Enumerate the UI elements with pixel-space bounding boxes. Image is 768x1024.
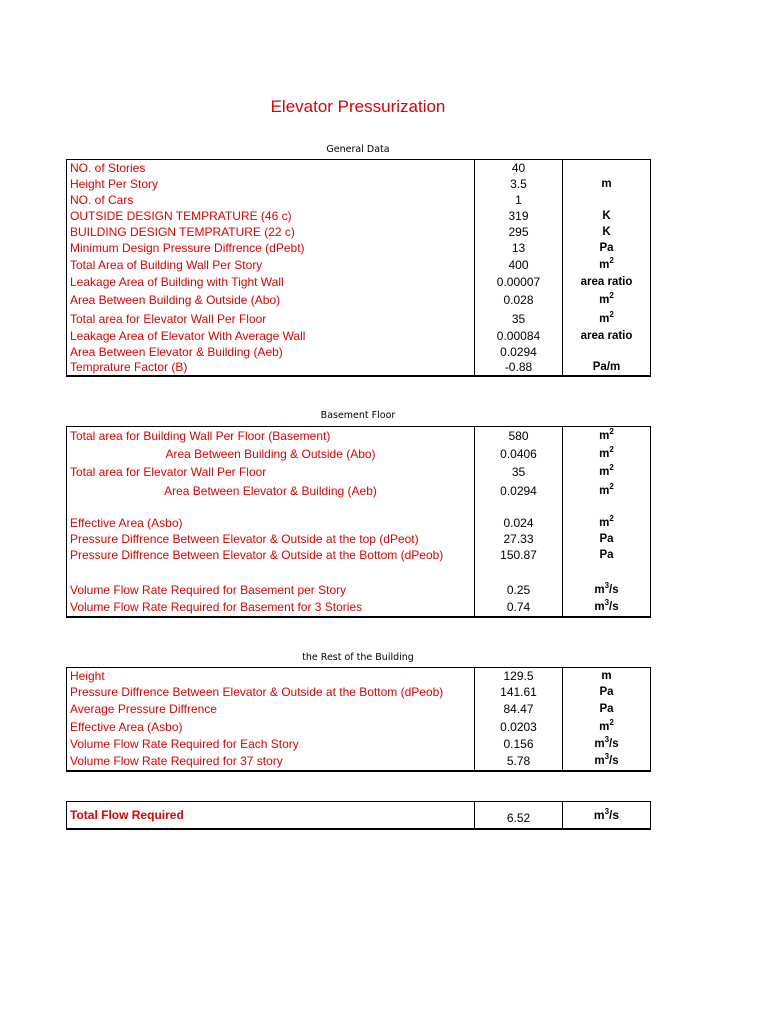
row-unit: m <box>563 668 651 684</box>
table-row <box>67 736 651 753</box>
table-row <box>67 360 651 376</box>
row-label: Area Between Elevator & Building (Aeb) <box>67 344 475 360</box>
table-row <box>67 547 651 563</box>
row-unit: Pa/m <box>563 360 651 376</box>
row-label: Volume Flow Rate Required for 37 story <box>67 753 475 771</box>
row-unit: $m^2$ <box>563 256 651 274</box>
rest-of-building-table <box>66 667 651 772</box>
row-value: 3.5 <box>475 176 563 192</box>
row-unit: Pa <box>563 700 651 718</box>
row-value: 27.33 <box>475 531 563 547</box>
row-label: Total Area of Building Wall Per Story <box>67 256 475 274</box>
table-row <box>67 481 651 502</box>
row-value: 13 <box>475 240 563 256</box>
table-row <box>67 463 651 481</box>
row-label: Height <box>67 668 475 684</box>
row-label: Total area for Building Wall Per Floor (Basement) <box>67 427 475 446</box>
table-row <box>67 515 651 531</box>
table-row-spacer <box>67 563 651 581</box>
table-row <box>67 599 651 617</box>
row-label: Volume Flow Rate Required for Each Story <box>67 736 475 753</box>
row-unit: $m^2$ <box>563 310 651 328</box>
table-row <box>67 274 651 290</box>
table-row <box>67 446 651 463</box>
row-unit <box>563 160 651 176</box>
row-unit: area ratio <box>563 274 651 290</box>
row-unit: $m^3/s$ <box>563 736 651 753</box>
row-label: OUTSIDE DESIGN TEMPRATURE (46 c) <box>67 208 475 224</box>
table-row <box>67 718 651 736</box>
row-unit: $m^2$ <box>563 718 651 736</box>
table-row <box>67 256 651 274</box>
row-label: Leakage Area of Elevator With Average Wall <box>67 328 475 344</box>
table-row <box>67 344 651 360</box>
table-row <box>67 700 651 718</box>
row-value: 580 <box>475 427 563 446</box>
row-unit: $m^3/s$ <box>563 753 651 771</box>
row-label: Total area for Elevator Wall Per Floor <box>67 310 475 328</box>
table-row <box>67 427 651 446</box>
total-flow-unit: $m^3/s$ <box>563 802 651 829</box>
row-unit: $m^2$ <box>563 515 651 531</box>
row-label: Volume Flow Rate Required for Basement per Story <box>67 581 475 599</box>
row-unit: $m^2$ <box>563 481 651 502</box>
row-value: 319 <box>475 208 563 224</box>
table-row <box>67 240 651 256</box>
row-value: 0.028 <box>475 290 563 310</box>
row-unit: Pa <box>563 240 651 256</box>
table-row <box>67 753 651 771</box>
row-value: 400 <box>475 256 563 274</box>
table-row <box>67 581 651 599</box>
row-unit: area ratio <box>563 328 651 344</box>
row-label: Area Between Building & Outside (Abo) <box>67 446 475 463</box>
row-label: Leakage Area of Building with Tight Wall <box>67 274 475 290</box>
table-row <box>67 208 651 224</box>
table-row <box>67 310 651 328</box>
row-label: Volume Flow Rate Required for Basement for 3 Stories <box>67 599 475 617</box>
general-data-heading: General Data <box>326 144 390 155</box>
row-unit: $m^3/s$ <box>563 581 651 599</box>
total-row <box>67 802 651 829</box>
row-unit <box>563 344 651 360</box>
row-label: Height Per Story <box>67 176 475 192</box>
table-row <box>67 328 651 344</box>
row-value: 35 <box>475 310 563 328</box>
row-value: 5.78 <box>475 753 563 771</box>
row-label: NO. of Cars <box>67 192 475 208</box>
table-row <box>67 668 651 684</box>
row-label: Area Between Elevator & Building (Aeb) <box>67 481 475 502</box>
basement-floor-heading: Basement Floor <box>320 410 396 421</box>
row-label: Effective Area (Asbo) <box>67 515 475 531</box>
rest-of-building-heading: the Rest of the Building <box>302 652 414 663</box>
basement-floor-table <box>66 426 651 618</box>
row-value: 0.25 <box>475 581 563 599</box>
row-label: NO. of Stories <box>67 160 475 176</box>
row-value: 0.0203 <box>475 718 563 736</box>
total-flow-value: 6.52 <box>475 802 563 829</box>
total-flow-table <box>66 801 651 830</box>
total-flow-label: Total Flow Required <box>67 802 475 829</box>
row-value: 0.156 <box>475 736 563 753</box>
row-value: 129.5 <box>475 668 563 684</box>
row-label: Effective Area (Asbo) <box>67 718 475 736</box>
row-unit: Pa <box>563 531 651 547</box>
row-value: 0.0406 <box>475 446 563 463</box>
row-unit: $m^2$ <box>563 446 651 463</box>
row-label: Area Between Building & Outside (Abo) <box>67 290 475 310</box>
row-unit: $m^2$ <box>563 463 651 481</box>
table-row <box>67 531 651 547</box>
row-label: Total area for Elevator Wall Per Floor <box>67 463 475 481</box>
row-label: BUILDING DESIGN TEMPRATURE (22 c) <box>67 224 475 240</box>
row-value: 1 <box>475 192 563 208</box>
row-label: Pressure Diffrence Between Elevator & Outside at the Bottom (dPeob) <box>67 547 475 563</box>
row-unit: $m^2$ <box>563 427 651 446</box>
row-unit <box>563 192 651 208</box>
row-unit: m <box>563 176 651 192</box>
row-label: Average Pressure Diffrence <box>67 700 475 718</box>
row-unit: Pa <box>563 684 651 700</box>
row-value: 0.0294 <box>475 344 563 360</box>
row-label: Temprature Factor (B) <box>67 360 475 376</box>
table-row <box>67 176 651 192</box>
row-unit: K <box>563 224 651 240</box>
row-label: Pressure Diffrence Between Elevator & Outside at the Bottom (dPeob) <box>67 684 475 700</box>
row-value: 295 <box>475 224 563 240</box>
table-row-spacer <box>67 502 651 515</box>
row-unit: $m^3/s$ <box>563 599 651 617</box>
row-value: 0.74 <box>475 599 563 617</box>
row-value: 0.00007 <box>475 274 563 290</box>
table-row <box>67 192 651 208</box>
table-row <box>67 684 651 700</box>
table-row <box>67 224 651 240</box>
row-value: 150.87 <box>475 547 563 563</box>
row-value: 0.024 <box>475 515 563 531</box>
row-value: -0.88 <box>475 360 563 376</box>
row-value: 35 <box>475 463 563 481</box>
row-value: 0.00084 <box>475 328 563 344</box>
row-unit: $m^2$ <box>563 290 651 310</box>
row-label: Pressure Diffrence Between Elevator & Outside at the top (dPeot) <box>67 531 475 547</box>
table-row <box>67 160 651 176</box>
row-value: 141.61 <box>475 684 563 700</box>
table-row <box>67 290 651 310</box>
row-unit: Pa <box>563 547 651 563</box>
page-title: Elevator Pressurization <box>270 97 446 116</box>
row-value: 40 <box>475 160 563 176</box>
row-unit: K <box>563 208 651 224</box>
row-label: Minimum Design Pressure Diffrence (dPebt) <box>67 240 475 256</box>
row-value: 0.0294 <box>475 481 563 502</box>
row-value: 84.47 <box>475 700 563 718</box>
general-data-table <box>66 159 651 377</box>
